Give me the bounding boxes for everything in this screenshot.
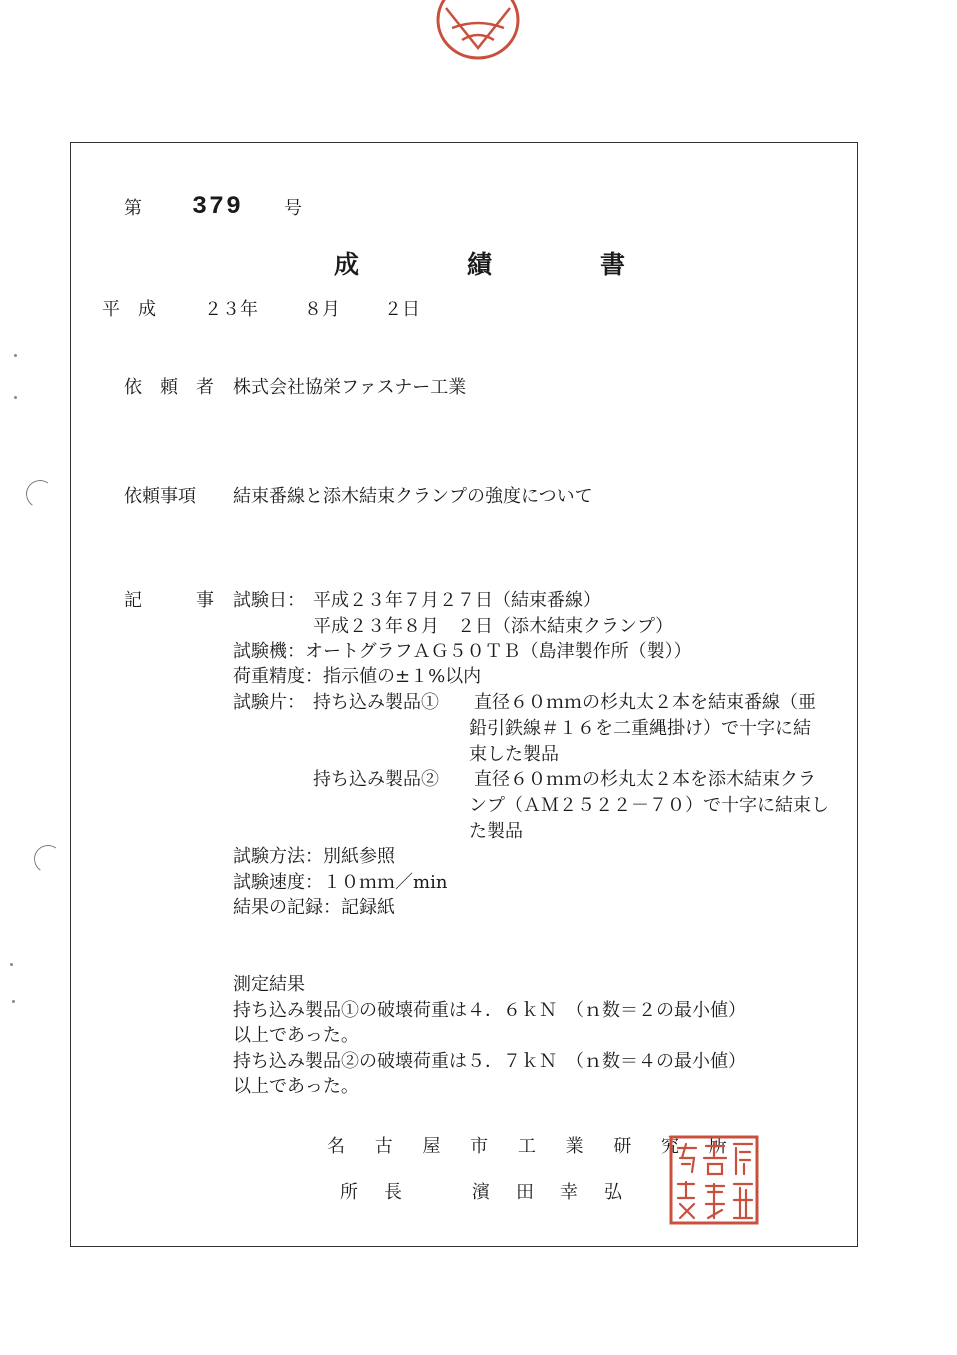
issuer-org: 名 古 屋 市 工 業 研 究 所 [327,1136,739,1157]
specimen2-line: 直径６０ｍｍの杉丸太２本を添木結束クラ [474,769,816,790]
specimen1-line: 束した製品 [469,744,559,765]
date-month: ８月 [304,299,340,320]
speck [12,1000,15,1003]
results-line: 以上であった。 [233,1025,359,1046]
requester-value: 株式会社協栄ファスナー工業 [233,377,467,398]
specimen1-line: 直径６０ｍｍの杉丸太２本を結束番線（亜 [474,692,816,713]
results-heading: 測定結果 [233,974,305,995]
title-char-2: 績 [467,250,493,279]
specimen2-line: た製品 [469,821,523,842]
top-seal [432,0,524,62]
results-line: 持ち込み製品①の破壊荷重は４．６ｋＮ （ｎ数＝２の最小値） [233,1000,746,1021]
specimen2-line: ンプ（ＡＭ２５２２－７０）で十字に結束し [469,795,829,816]
result-record: 結果の記録：記録紙 [233,897,395,918]
issuer-director: 所 長 濱 田 幸 弘 [340,1182,626,1203]
results-line: 持ち込み製品②の破壊荷重は５．７ｋＮ （ｎ数＝４の最小値） [233,1051,746,1072]
punch-hole [24,478,56,510]
doc-number-prefix: 第 [124,198,142,219]
details-label: 記 事 [124,590,214,611]
load-accuracy: 荷重精度：指示値の±１%以内 [233,666,482,687]
speck [14,354,17,357]
request-matter-label: 依頼事項 [124,486,196,507]
doc-number: 379 [192,192,244,221]
test-date-2: 平成２３年８月 ２日（添木結束クランプ） [313,616,674,637]
date-era: 平 成 [102,299,156,320]
test-date-label: 試験日： [233,590,305,611]
test-speed: 試験速度：１０ｍｍ／min [233,872,448,893]
punch-hole [32,843,64,875]
title-char-1: 成 [334,250,360,279]
specimen2-name: 持ち込み製品② [313,769,439,790]
test-date-1: 平成２３年７月２７日（結束番線） [313,590,601,611]
specimen1-name: 持ち込み製品① [313,692,439,713]
specimen1-line: 鉛引鉄線＃１６を二重縄掛け）で十字に結 [469,718,811,739]
speck [10,963,13,966]
date-year: ２３年 [204,299,258,320]
official-seal [668,1134,760,1226]
date-day: ２日 [384,299,420,320]
results-line: 以上であった。 [233,1076,359,1097]
test-machine: 試験機：オートグラフＡＧ５０ＴＢ（島津製作所（製）） [233,641,692,662]
specimen-label: 試験片： [233,692,305,713]
doc-number-suffix: 号 [284,198,302,219]
requester-label: 依 頼 者 [124,377,214,398]
request-matter-value: 結束番線と添木結束クランプの強度について [233,486,593,507]
title-char-3: 書 [600,250,626,279]
test-method: 試験方法：別紙参照 [233,846,395,867]
speck [14,396,17,399]
